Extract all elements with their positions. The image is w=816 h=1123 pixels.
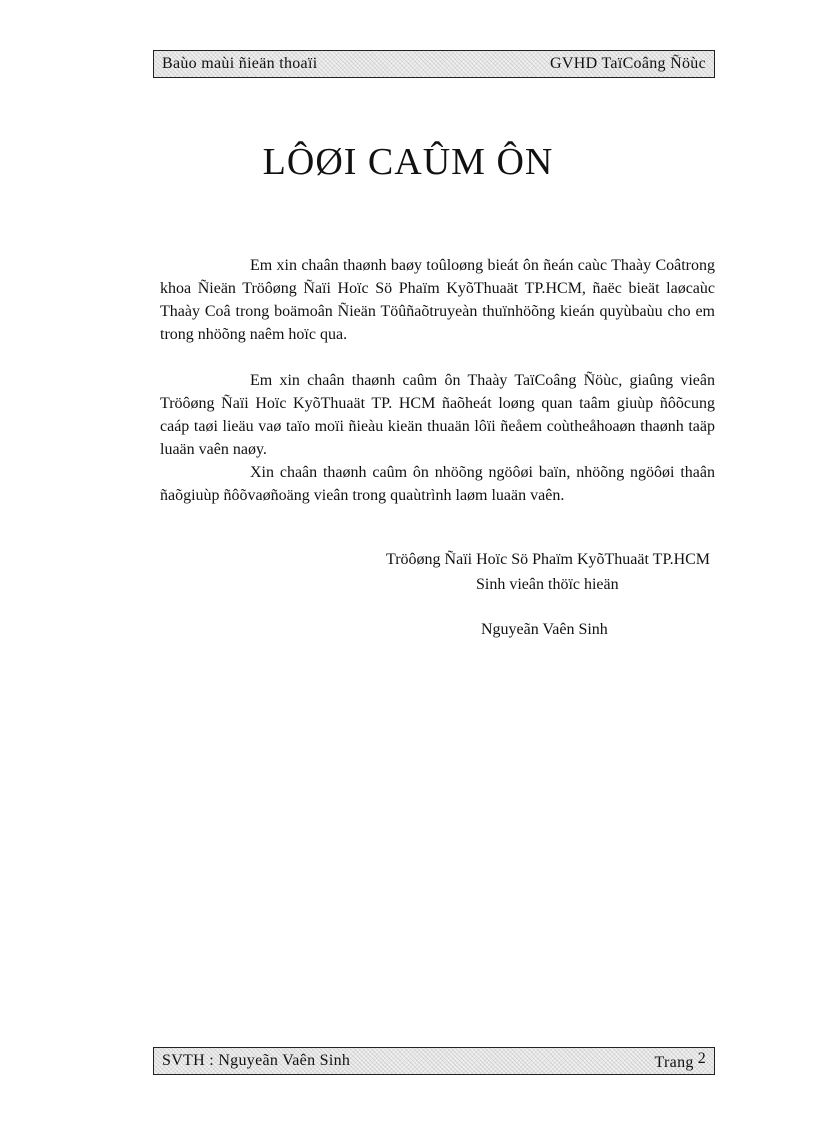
footer-page-label: Trang (654, 1054, 694, 1071)
footer-page (655, 1050, 706, 1072)
header-left-text: Baùo maùi ñieän thoaïi (162, 55, 318, 72)
signature-role: Sinh vieân thöïc hieän (476, 576, 619, 593)
paragraph-2 (160, 369, 715, 461)
signature-name: Nguyeãn Vaên Sinh (481, 621, 608, 638)
paragraph-2-text: Em xin chaân thaønh caûm ôn Thaày TaïCoâng Ñöùc, giaûng vieân Tröôøng Ñaïi Hoïc KyõThuaät TP. HCM ñaõheát loøng quan taâm giuùp ñôõcung caáp taøi lieäu vaø taïo moïi ñieàu kieän thuaän lôïi ñeåem coùtheåhoaøn thaønh taäp luaän vaên naøy. (160, 372, 715, 458)
paragraph-1 (160, 254, 715, 346)
paragraph-3 (160, 461, 715, 507)
page-footer (153, 1047, 715, 1075)
paragraph-3-text: Xin chaân thaønh caûm ôn nhöõng ngöôøi baïn, nhöõng ngöôøi thaân ñaõgiuùp ñôõvaøñoäng vieân trong quaùtrình laøm luaän vaên. (160, 464, 715, 504)
page-title: LÔØI CAÛM ÔN (262, 141, 554, 183)
signature-school: Tröôøng Ñaïi Hoïc Sö Phaïm KyõThuaät TP.HCM (386, 551, 711, 568)
header-right-text: GVHD TaïCoâng Ñöùc (550, 55, 706, 72)
page-header (153, 50, 715, 78)
paragraph-1-text: Em xin chaân thaønh baøy toûloøng bieát ôn ñeán caùc Thaày Coâtrong khoa Ñieän Tröôøng Ñaïi Hoïc Sö Phaïm KyõThuaät TP.HCM, ñaëc bieät laøcaùc Thaày Coâ trong boämoân Ñieän Töûñaõtruyeàn thuïnhöõng kieán quyùbaùu cho em trong nhöõng naêm hoïc qua. (160, 257, 715, 343)
footer-left-text: SVTH : Nguyeãn Vaên Sinh (162, 1052, 351, 1069)
page-number: 2 (697, 1050, 706, 1067)
